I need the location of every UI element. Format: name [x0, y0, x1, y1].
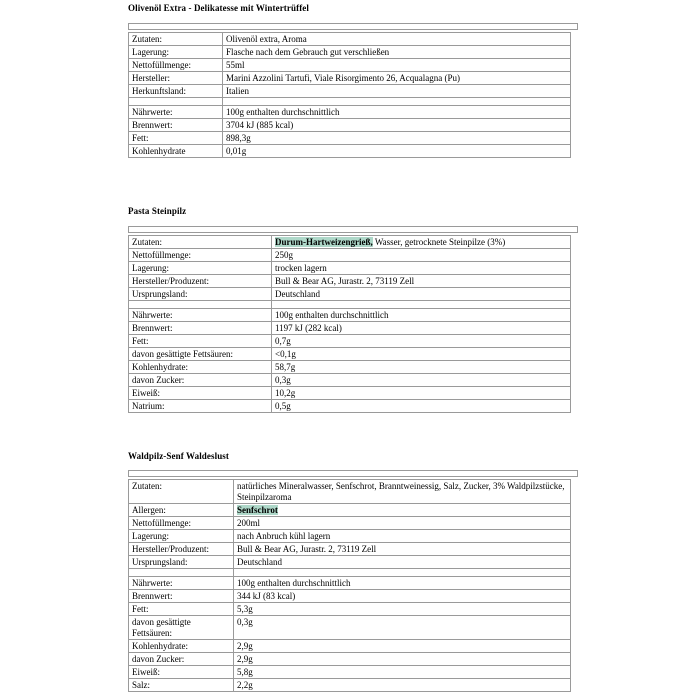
row-label: Natrium: [129, 400, 272, 413]
row-label: Fett: [129, 603, 234, 616]
table-row [129, 106, 571, 119]
row-label: davon gesättigte Fettsäuren: [129, 348, 272, 361]
row-value: 0,01g [223, 145, 571, 158]
row-label: Zutaten: [129, 33, 223, 46]
row-value: 2,9g [234, 653, 571, 666]
row-label: Nährwerte: [129, 309, 272, 322]
spacer-cell [223, 98, 571, 106]
product-section-pasta-steinpilz [128, 206, 700, 413]
table-row [129, 640, 571, 653]
table-row [129, 504, 571, 517]
row-value: 0,5g [272, 400, 571, 413]
row-value: 0,7g [272, 335, 571, 348]
table-row [129, 590, 571, 603]
row-label: Kohlenhydrate [129, 145, 223, 158]
table-row [129, 374, 571, 387]
row-value: natürliches Mineralwasser, Senfschrot, Branntweinessig, Salz, Zucker, 3% Waldpilzstücke, Steinpilzaroma [234, 480, 571, 504]
table-row [129, 335, 571, 348]
row-value: nach Anbruch kühl lagern [234, 530, 571, 543]
row-value: 58,7g [272, 361, 571, 374]
product-info-table [128, 479, 571, 692]
table-row [129, 603, 571, 616]
row-label: Fett: [129, 335, 272, 348]
table-row [129, 517, 571, 530]
table-row [129, 530, 571, 543]
row-value: 100g enthalten durchschnittlich [234, 577, 571, 590]
row-label: Hersteller/Produzent: [129, 275, 272, 288]
spacer-cell [272, 301, 571, 309]
table-row [129, 387, 571, 400]
table-row [129, 236, 571, 249]
row-label: Eiweiß: [129, 666, 234, 679]
row-label: Kohlenhydrate: [129, 640, 234, 653]
row-value: 200ml [234, 517, 571, 530]
table-row [129, 275, 571, 288]
table-row [129, 288, 571, 301]
table-row [129, 309, 571, 322]
table-row [129, 543, 571, 556]
row-value: 100g enthalten durchschnittlich [223, 106, 571, 119]
row-label: Hersteller: [129, 72, 223, 85]
row-value: 344 kJ (83 kcal) [234, 590, 571, 603]
row-label: Nettofüllmenge: [129, 249, 272, 262]
table-row [129, 400, 571, 413]
table-row [129, 145, 571, 158]
row-value: 55ml [223, 59, 571, 72]
table-row [129, 46, 571, 59]
row-label: Herkunftsland: [129, 85, 223, 98]
highlighted-ingredient: Durum-Hartweizengrieß, [275, 237, 373, 247]
table-row [129, 262, 571, 275]
table-row [129, 616, 571, 640]
row-label: Eiweiß: [129, 387, 272, 400]
row-value: 5,8g [234, 666, 571, 679]
row-label: Salz: [129, 679, 234, 692]
row-value: 5,3g [234, 603, 571, 616]
row-value: 1197 kJ (282 kcal) [272, 322, 571, 335]
table-row [129, 132, 571, 145]
row-label: davon Zucker: [129, 374, 272, 387]
row-label: Lagerung: [129, 262, 272, 275]
table-row [129, 666, 571, 679]
row-value: Italien [223, 85, 571, 98]
table-top-strip [128, 470, 578, 477]
table-row [129, 72, 571, 85]
row-value: Olivenöl extra, Aroma [223, 33, 571, 46]
spacer-cell [234, 569, 571, 577]
row-value: Flasche nach dem Gebrauch gut verschließen [223, 46, 571, 59]
row-value: Deutschland [234, 556, 571, 569]
row-value: Deutschland [272, 288, 571, 301]
table-row [129, 653, 571, 666]
product-section-olivenoel [128, 3, 700, 158]
row-value: 0,3g [272, 374, 571, 387]
row-value: 3704 kJ (885 kcal) [223, 119, 571, 132]
row-label: Nettofüllmenge: [129, 517, 234, 530]
row-label: davon gesättigte Fettsäuren: [129, 616, 234, 640]
row-label: Zutaten: [129, 480, 234, 504]
table-row [129, 679, 571, 692]
product-title: Pasta Steinpilz [128, 206, 187, 216]
table-row [129, 33, 571, 46]
row-label: Brennwert: [129, 119, 223, 132]
spacer-row [129, 98, 571, 106]
row-value: 10,2g [272, 387, 571, 400]
row-value: 2,9g [234, 640, 571, 653]
row-label: Kohlenhydrate: [129, 361, 272, 374]
table-row [129, 85, 571, 98]
table-top-strip [128, 226, 578, 233]
spacer-cell [129, 301, 272, 309]
table-row [129, 59, 571, 72]
table-row [129, 322, 571, 335]
product-title: Olivenöl Extra - Delikatesse mit Wintertrüffel [128, 3, 309, 13]
row-label: Nettofüllmenge: [129, 59, 223, 72]
product-info-table [128, 235, 571, 413]
table-row [129, 119, 571, 132]
row-label: Lagerung: [129, 530, 234, 543]
row-label: Ursprungsland: [129, 288, 272, 301]
table-row [129, 361, 571, 374]
table-row [129, 556, 571, 569]
product-info-table [128, 32, 571, 158]
row-label: Ursprungsland: [129, 556, 234, 569]
row-value: 0,3g [234, 616, 571, 640]
row-label: Nährwerte: [129, 577, 234, 590]
row-value: Bull & Bear AG, Jurastr. 2, 73119 Zell [272, 275, 571, 288]
table-top-strip [128, 23, 578, 30]
row-value: 100g enthalten durchschnittlich [272, 309, 571, 322]
spacer-cell [129, 569, 234, 577]
table-row [129, 480, 571, 504]
spacer-cell [129, 98, 223, 106]
row-value: 898,3g [223, 132, 571, 145]
table-row [129, 577, 571, 590]
spacer-row [129, 301, 571, 309]
row-value: 250g [272, 249, 571, 262]
row-value: Marini Azzolini Tartufi, Viale Risorgimento 26, Acqualagna (Pu) [223, 72, 571, 85]
row-value: trocken lagern [272, 262, 571, 275]
row-value: <0,1g [272, 348, 571, 361]
row-label: davon Zucker: [129, 653, 234, 666]
product-title: Waldpilz-Senf Waldeslust [128, 451, 230, 461]
product-section-waldpilz-senf [128, 451, 700, 692]
row-value [234, 504, 571, 517]
row-label: Lagerung: [129, 46, 223, 59]
row-label: Nährwerte: [129, 106, 223, 119]
row-label: Hersteller/Produzent: [129, 543, 234, 556]
row-value [272, 236, 571, 249]
table-row [129, 348, 571, 361]
row-label: Brennwert: [129, 590, 234, 603]
row-label: Zutaten: [129, 236, 272, 249]
row-value: Bull & Bear AG, Jurastr. 2, 73119 Zell [234, 543, 571, 556]
highlighted-ingredient: Senfschrot [237, 505, 278, 515]
row-label: Fett: [129, 132, 223, 145]
table-row [129, 249, 571, 262]
row-label: Allergen: [129, 504, 234, 517]
row-value: 2,2g [234, 679, 571, 692]
spacer-row [129, 569, 571, 577]
row-label: Brennwert: [129, 322, 272, 335]
row-value-text: Wasser, getrocknete Steinpilze (3%) [374, 237, 506, 247]
